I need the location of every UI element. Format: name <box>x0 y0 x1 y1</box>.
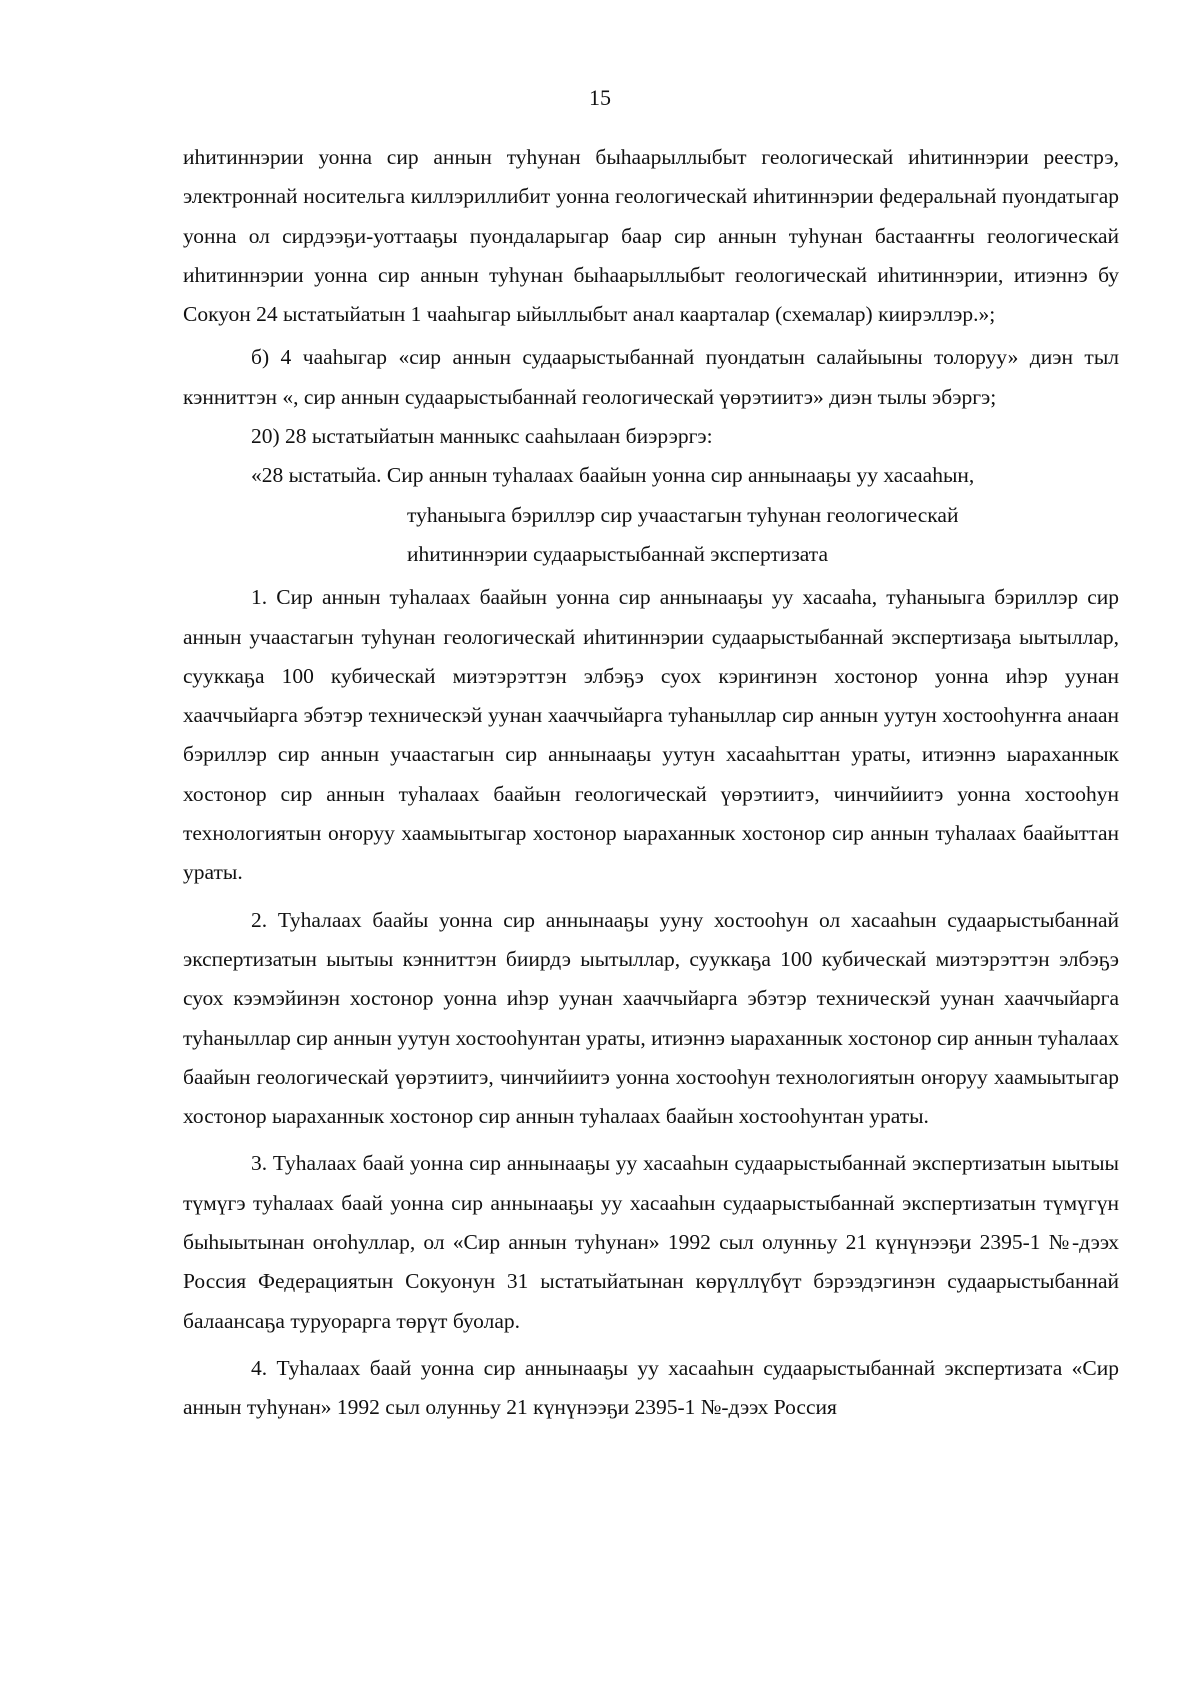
article-heading-line-2: туһаныыга бэриллэр сир учаастагын туһунан геологическай <box>407 502 959 527</box>
article-heading-line-3: иһитиннэрии судаарыстыбаннай экспертизата <box>407 541 828 566</box>
article-heading-line-1: «28 ыстатыйа. Сир аннын туһалаах баайын уонна сир аннынааҕы уу хасааһын, <box>251 463 975 488</box>
page-number: 15 <box>589 85 611 110</box>
paragraph-continuation: иһитиннэрии уонна сир аннын туһунан быһаарыллыбыт геологическай иһитиннэрии реестрэ, электроннай носительга киллэриллибит уонна геологическай иһитиннэрии федеральнай пуондатыгар уонна ол сирдээҕи-уоттааҕы пуондаларыгар баар сир аннын туһунан бастааҥҥы геологическай иһитиннэрии уонна сир аннын туһунан быһаарыллыбыт геологическай иһитиннэрии, итиэннэ бу Сокуон 24 ыстатыйатын 1 чааһыгар ыйыллыбыт анал каарталар (схемалар) киирэллэр.»; <box>183 145 1119 327</box>
document-body <box>183 138 1119 1428</box>
paragraph-clause-2: 2. Туһалаах баайы уонна сир аннынааҕы ууну хостооһун ол хасааһын судаарыстыбаннай экспертизатын ыытыы кэнниттэн биирдэ ыытыллар, сууккаҕа 100 кубическай миэтэрэттэн элбэҕэ суох кээмэйинэн хостонор уонна иһэр уунан хааччыйарга эбэтэр техническэй уунан хааччыйарга туһаныллар сир аннын уутун хостооһунтан ураты, итиэннэ ыараханнык хостонор сир аннын туһалаах баайын геологическай үөрэтиитэ, чинчийиитэ уонна хостооһун технологиятын оҥоруу хаамыытыгар хостонор ыараханнык хостонор сир аннын туһалаах баайын хостооһунтан ураты. <box>183 907 1119 1129</box>
paragraph-clause-4: 4. Туһалаах баай уонна сир аннынааҕы уу хасааһын судаарыстыбаннай экспертизата «Сир аннын туһунан» 1992 сыл олунньу 21 күнүнээҕи 2395-1 №-дээх Россия <box>183 1355 1119 1420</box>
paragraph-clause-3: 3. Туһалаах баай уонна сир аннынааҕы уу хасааһын судаарыстыбаннай экспертизатын ыытыы түмүгэ туһалаах баай уонна сир аннынааҕы уу хасааһын судаарыстыбаннай экспертизатын түмүгүн быһыытынан оҥоһуллар, ол «Сир аннын туһунан» 1992 сыл олунньу 21 күнүнээҕи 2395-1 №-дээх Россия Федерациятын Сокуонун 31 ыстатыйатынан көрүллүбүт бэрээдэгинэн судаарыстыбаннай балаансаҕа туруорарга төрүт буолар. <box>183 1151 1119 1333</box>
paragraph-clause-1: 1. Сир аннын туһалаах баайын уонна сир аннынааҕы уу хасааһа, туһаныыга бэриллэр сир аннын учаастагын туһунан геологическай иһитиннэрии судаарыстыбаннай экспертизаҕа ыытыллар, сууккаҕа 100 кубическай миэтэрэттэн элбэҕэ суох кэриҥинэн хостонор уонна иһэр уунан хааччыйарга эбэтэр техническэй уунан хааччыйарга туһаныллар сир аннын уутун хостооһуҥҥа анаан бэриллэр сир аннын учаастагын сир аннынааҕы уутун хасааһыттан ураты, итиэннэ ыараханнык хостонор сир аннын туһалаах баайын геологическай үөрэтиитэ, чинчийиитэ уонна хостооһун технологиятын оҥоруу хаамыытыгар хостонор ыараханнык хостонор сир аннын туһалаах баайыттан ураты. <box>183 585 1119 885</box>
paragraph-subitem-b: б) 4 чааһыгар «сир аннын судаарыстыбаннай пуондатын салайыыны толоруу» диэн тыл кэнниттэн «, сир аннын судаарыстыбаннай геологическай үөрэтиитэ» диэн тылы эбэргэ; <box>183 345 1119 409</box>
paragraph-item-20: 20) 28 ыстатыйатын манныкс сааһылаан биэрэргэ: <box>251 424 713 449</box>
